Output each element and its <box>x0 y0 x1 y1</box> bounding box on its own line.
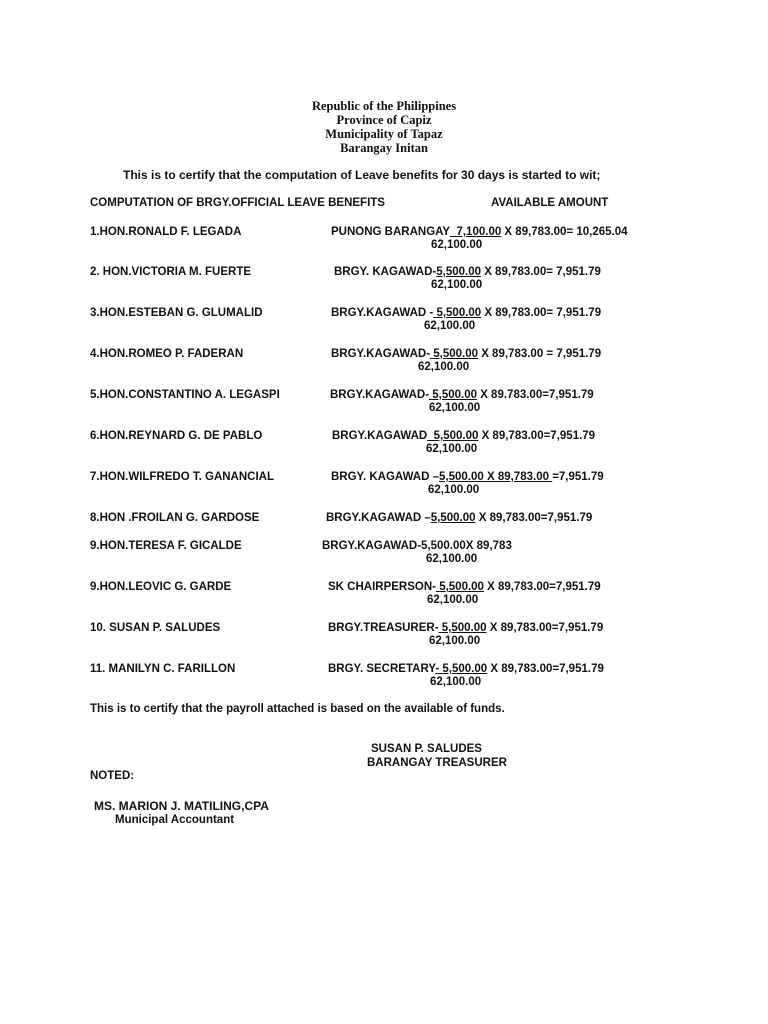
official-position: BRGY. KAGAWAD- <box>334 266 437 278</box>
computed-benefit: X 89.783.00=7,951.79 <box>477 389 594 401</box>
leave-computation-formula <box>326 512 592 524</box>
column-header-computation: COMPUTATION OF BRGY.OFFICIAL LEAVE BENEFITS <box>90 197 385 209</box>
letterhead <box>0 99 768 155</box>
salary-amount: 5,500.00 X 89,783.00 <box>439 471 553 483</box>
computed-benefit: X 89,783.00=7,951.79 <box>478 430 596 442</box>
official-name: 9.HON.LEOVIC G. GARDE <box>90 581 232 593</box>
official-name: 2. HON.VICTORIA M. FUERTE <box>90 266 252 278</box>
official-position: SK CHAIRPERSON- <box>328 581 436 593</box>
payroll-certification: This is to certify that the payroll attached is based on the available of funds. <box>90 703 505 715</box>
official-position: BRGY.TREASURER- <box>328 622 439 634</box>
total-available-denominator: 62,100.00 <box>430 676 482 688</box>
underline-separator: - <box>435 663 443 675</box>
leave-computation-formula <box>328 622 603 634</box>
salary-amount: 5,500.00 <box>439 581 484 593</box>
letterhead-barangay: Barangay Initan <box>340 141 428 155</box>
accountant-title: Municipal Accountant <box>115 814 235 826</box>
underline-separator: _ <box>427 430 434 442</box>
computed-benefit: X 89,783.00= 10,265.04 <box>501 226 628 238</box>
total-available-denominator: 62,100.00 <box>427 594 479 606</box>
salary-amount: 5,500.00 <box>436 307 482 319</box>
official-position: BRGY.KAGAWAD - <box>331 307 434 319</box>
total-available-denominator: 62,100.00 <box>424 320 476 332</box>
total-available-denominator: 62,100.00 <box>426 443 478 455</box>
signer-title: BARANGAY TREASURER <box>367 757 507 769</box>
official-name: 6.HON.REYNARD G. DE PABLO <box>90 430 263 442</box>
total-available-denominator: 62,100.00 <box>418 361 470 373</box>
leave-computation-formula <box>330 389 594 401</box>
official-name: 8.HON .FROILAN G. GARDOSE <box>90 512 260 524</box>
letterhead-province: Province of Capiz <box>336 113 432 127</box>
official-name: 4.HON.ROMEO P. FADERAN <box>90 348 244 360</box>
computed-benefit: X 89,783.00= 7,951.79 <box>481 266 601 278</box>
letterhead-republic: Republic of the Philippines <box>311 99 457 113</box>
total-available-denominator: 62,100.00 <box>431 279 483 291</box>
official-position: BRGY.KAGAWAD- <box>331 348 431 360</box>
computed-benefit: X 89,783.00=7,951.79 <box>475 512 593 524</box>
official-position: BRGY. SECRETARY <box>328 663 436 675</box>
total-available-denominator: 62,100.00 <box>429 402 481 414</box>
total-available-denominator: 62,100.00 <box>431 239 483 251</box>
leave-computation-formula <box>328 581 601 593</box>
leave-computation-formula <box>328 663 604 675</box>
official-position: BRGY. KAGAWAD – <box>331 471 439 483</box>
accountant-name: MS. MARION J. MATILING,CPA <box>94 799 269 813</box>
official-name: 9.HON.TERESA F. GICALDE <box>90 540 242 552</box>
official-position: PUNONG BARANGAY <box>331 226 451 238</box>
official-name: 1.HON.RONALD F. LEGADA <box>90 226 242 238</box>
leave-computation-formula <box>334 266 601 278</box>
computed-benefit: X 89,783.00=7,951.79 <box>483 581 601 593</box>
column-header-available-amount: AVAILABLE AMOUNT <box>491 197 609 209</box>
total-available-denominator: 62,100.00 <box>428 484 480 496</box>
official-position: BRGY.KAGAWAD <box>332 430 428 442</box>
total-available-denominator: 62,100.00 <box>426 553 478 565</box>
letterhead-municipality: Municipality of Tapaz <box>325 127 443 141</box>
official-name: 3.HON.ESTEBAN G. GLUMALID <box>90 307 263 319</box>
leave-computation-formula <box>322 540 512 552</box>
leave-computation-formula <box>331 307 601 319</box>
leave-computation-formula <box>331 471 604 483</box>
salary-amount: 5,500.00 <box>433 430 479 442</box>
salary-amount: 5,500.00 <box>430 512 476 524</box>
computed-benefit: X 89,783.00=7,951.79 <box>486 622 604 634</box>
official-name: 11. MANILYN C. FARILLON <box>90 663 236 675</box>
official-name: 7.HON.WILFREDO T. GANANCIAL <box>90 471 274 483</box>
official-position: BRGY.KAGAWAD-5,500.00X 89,783 <box>322 540 512 552</box>
salary-amount: 5,500.00 <box>433 348 478 360</box>
signer-name: SUSAN P. SALUDES <box>371 743 482 755</box>
underline-separator: _ <box>450 226 457 238</box>
salary-amount: 5,500.00 <box>436 266 481 278</box>
official-name: 5.HON.CONSTANTINO A. LEGASPI <box>90 389 280 401</box>
computed-benefit: X 89,783.00 = 7,951.79 <box>478 348 602 360</box>
salary-amount: 5,500.00 <box>442 663 488 675</box>
computed-benefit: X 89,783.00= 7,951.79 <box>481 307 602 319</box>
noted-label: NOTED: <box>90 770 135 782</box>
leave-computation-formula <box>331 348 601 360</box>
salary-amount: 5,500.00 <box>441 622 487 634</box>
salary-amount: 5,500.00 <box>432 389 477 401</box>
leave-computation-formula <box>331 226 628 238</box>
salary-amount: 7,100.00 <box>456 226 502 238</box>
computed-benefit: X 89,783.00=7,951.79 <box>487 663 604 675</box>
official-position: BRGY.KAGAWAD- <box>330 389 430 401</box>
official-position: BRGY.KAGAWAD – <box>326 512 431 524</box>
leave-computation-formula <box>332 430 595 442</box>
computed-benefit: =7,951.79 <box>552 471 604 483</box>
total-available-denominator: 62,100.00 <box>429 635 481 647</box>
official-name: 10. SUSAN P. SALUDES <box>90 622 221 634</box>
intro-statement: This is to certify that the computation of Leave benefits for 30 days is started to wit; <box>123 168 601 182</box>
